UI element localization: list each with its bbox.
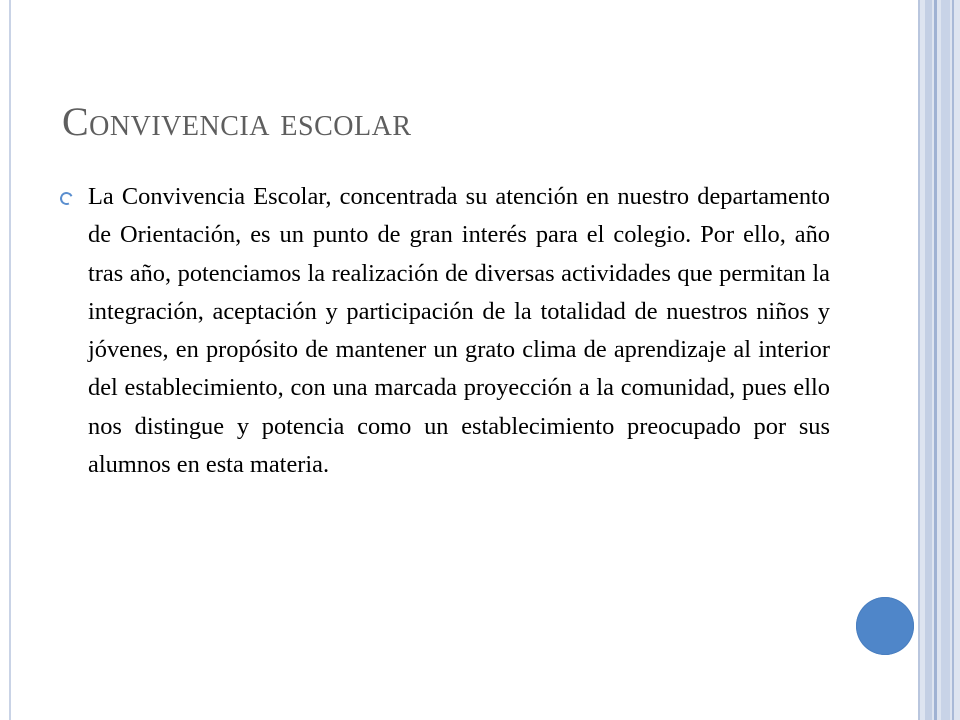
band-stripe: [941, 0, 950, 720]
bullet-text: La Convivencia Escolar, concentrada su atención en nuestro departamento de Orientación, es un punto de gran interés para el colegio. Por ello, año tras año, potenciamos la realización de diversas actividades que permitan la integración, aceptación y participación de la totalidad de nuestros niños y jóvenes, en propósito de mantener un grato clima de aprendizaje al interior del establecimiento, con una marcada proyección a la comunidad, pues ello nos distingue y potencia como un establecimiento preocupado por sus alumnos en esta materia.: [88, 183, 830, 479]
band-stripe: [925, 0, 932, 720]
band-stripe: [952, 0, 954, 720]
left-border-line: [9, 0, 11, 720]
band-stripe: [918, 0, 920, 720]
decorative-circle: [856, 597, 914, 655]
band-stripe: [934, 0, 937, 720]
bullet-icon: [58, 190, 75, 207]
bullet-item: [60, 178, 830, 484]
slide-title: Convivencia escolar: [62, 99, 412, 144]
